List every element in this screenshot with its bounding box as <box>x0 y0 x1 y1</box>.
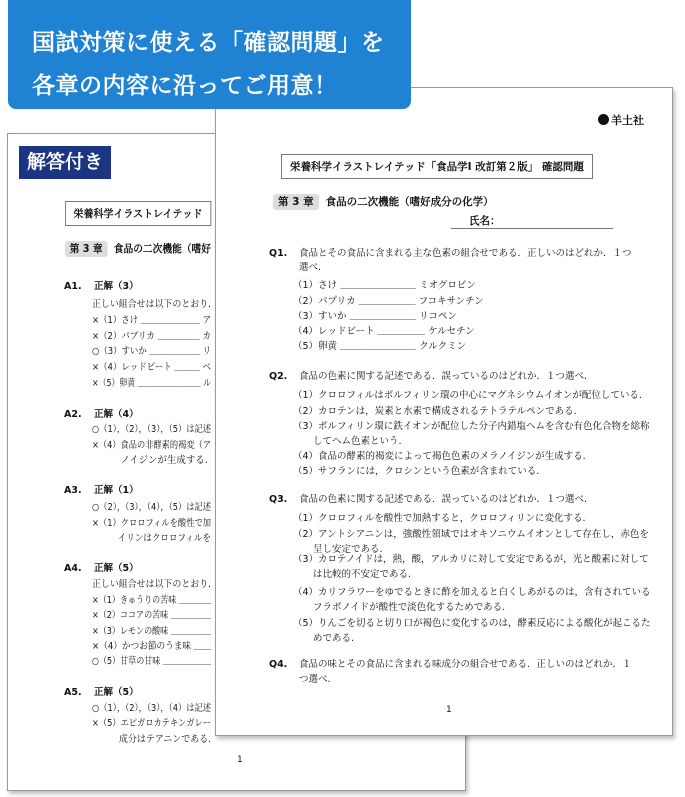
question-line: （2）アントシアニンは，強酸性領域ではオキソニウムイオンとして存在し，赤色を <box>293 529 649 540</box>
answer-line: ×（4）レッドビート ＿＿＿ ベ <box>92 362 211 373</box>
answer-line: ×（4）かつお節のうま味 ＿＿ <box>92 641 211 652</box>
answer-heading: A4. 正解（5） <box>64 563 139 574</box>
answer-line: ×（5）卵黄 ＿＿＿＿＿＿＿＿ ル <box>92 378 211 389</box>
answers-included-badge: 解答付き <box>19 146 111 179</box>
question-line: （2）カロテンは，炭素と水素で構成されるテトラテルペンである. <box>293 406 577 417</box>
question-heading: Q3. 食品の色素に関する記述である．誤っているのはどれか．１つ選べ. <box>269 494 588 505</box>
question-line: フラボノイドが酸性で淡色化するためである. <box>313 602 506 613</box>
answer-line: ○（3）すいか ＿＿＿＿＿＿ リ <box>92 346 211 357</box>
name-label: 氏名： <box>469 215 501 227</box>
question-line: （4）レッドビート ＿＿＿＿＿ ケルセチン <box>293 326 475 337</box>
chapter-tag: 第 3 章 <box>65 241 107 257</box>
question-line: 選べ. <box>299 262 322 273</box>
chapter-tag: 第 3 章 <box>273 194 319 210</box>
question-line: （3）カロテノイドは，熱，酸，アルカリに対して安定であるが，光と酸素に対して <box>293 554 649 565</box>
chapter-title: 食品の二次機能（嗜好 <box>113 243 211 255</box>
question-chapter <box>273 194 494 209</box>
answer-line: ×（1）さけ ＿＿＿＿＿＿＿ ア <box>92 315 211 326</box>
question-line: （4）カリフラワーをゆでるときに酢を加えると白くしあがるのは，含有されている <box>293 587 651 598</box>
banner-line-1: 国試対策に使える「確認問題」を <box>32 30 385 56</box>
page-number: 1 <box>446 705 452 715</box>
banner-line-2: 各章の内容に沿ってご用意！ <box>32 73 338 99</box>
answer-line: ×（4）食品の非酵素的褐変（ア <box>92 440 211 451</box>
question-line: （3）すいか ＿＿＿＿＿＿＿ リコペン <box>293 311 457 322</box>
question-line: めである. <box>313 633 355 644</box>
question-heading: Q2. 食品の色素に関する記述である．誤っているのはどれか．１つ選べ. <box>269 371 588 382</box>
answer-heading: A5. 正解（5） <box>64 687 139 698</box>
answer-line: ○（1），（2），（3），（4）は記述 <box>92 703 211 714</box>
answer-line: ○（1），（2），（3），（5）は記述 <box>92 424 211 435</box>
question-line: （5）卵黄 ＿＿＿＿＿＿＿＿ クルクミン <box>293 341 467 352</box>
answer-header-box: 栄養科学イラストレイテッド <box>65 201 211 226</box>
question-line: （1）クロロフィルはポルフィリン環の中心にマグネシウムイオンが配位している. <box>293 390 642 401</box>
answer-line: ×（1）クロロフィルを酸性で加 <box>92 518 211 529</box>
answer-line: ○（2），（3），（4），（5）は記述 <box>92 502 211 513</box>
question-page <box>215 87 673 736</box>
answer-line: ×（5）エピガロカテキンガレー <box>92 718 211 729</box>
promo-banner <box>8 0 411 109</box>
answer-line: ノイジンが生成する. <box>92 455 208 466</box>
answer-line: ×（2）ココアの苦味 ＿＿＿＿＿ <box>92 610 211 621</box>
name-field[interactable] <box>451 213 613 229</box>
answer-chapter <box>65 241 211 256</box>
question-line: （5）りんごを切ると切り口が褐色に変化するのは，酵素反応による酸化が起こるた <box>293 618 651 629</box>
question-line: （1）さけ ＿＿＿＿＿＿＿＿ ミオグロビン <box>293 280 476 291</box>
answer-line: イリンはクロロフィルを <box>92 533 211 544</box>
question-heading: Q4. 食品の味とその食品に含まれる味成分の組合せである．正しいのはどれか．１ <box>269 659 632 670</box>
publisher-logo <box>598 112 644 128</box>
chapter-title: 食品の二次機能（嗜好成分の化学） <box>325 196 494 208</box>
answer-line: 成分はテアニンである. <box>92 734 211 745</box>
answer-heading: A2. 正解（4） <box>64 409 139 420</box>
publisher-icon <box>598 114 609 125</box>
question-line: 呈し安定である. <box>313 544 383 555</box>
question-line: （1）クロロフィルを酸性で加熱すると，クロロフィリンに変化する. <box>293 513 586 524</box>
page-number: 1 <box>237 755 243 765</box>
question-header-box: 栄養科学イラストレイテッド「食品学Ⅰ 改訂第２版」 確認問題 <box>281 154 593 179</box>
question-line: （5）サフランには，クロシンという色素が含まれている. <box>293 466 540 477</box>
question-line: は比較的不安定である. <box>313 569 412 580</box>
answer-line: ×（3）レモンの酸味 ＿＿＿＿＿ <box>92 626 211 637</box>
question-line: （3）ポルフィリン環に鉄イオンが配位した分子内錯塩ヘムを含む有色化合物を総称 <box>293 421 650 432</box>
answer-line: ×（2）パプリカ ＿＿＿＿＿ カ <box>92 331 211 342</box>
answer-line: ×（1）きゅうりの苦味 ＿＿＿＿ <box>92 595 211 606</box>
answer-line: 正しい組合せは以下のとおり. <box>92 579 211 590</box>
question-line: （4）食品の酵素的褐変によって褐色色素のメラノイジンが生成する. <box>293 451 586 462</box>
question-line: （2）パプリカ ＿＿＿＿＿＿ フコキサンチン <box>293 296 484 307</box>
question-line: してヘム色素という. <box>313 436 402 447</box>
answer-line: 正しい組合せは以下のとおり. <box>92 299 211 310</box>
answer-heading: A1. 正解（3） <box>64 281 139 292</box>
question-line: つ選べ. <box>299 674 331 685</box>
publisher-name: 羊土社 <box>611 114 644 127</box>
question-heading: Q1. 食品とその食品に含まれる主な色素の組合せである．正しいのはどれか．１つ <box>269 248 632 259</box>
answer-heading: A3. 正解（1） <box>64 485 139 496</box>
answer-line: ○（5）甘草の甘味 ＿＿＿＿＿＿ <box>92 656 211 667</box>
